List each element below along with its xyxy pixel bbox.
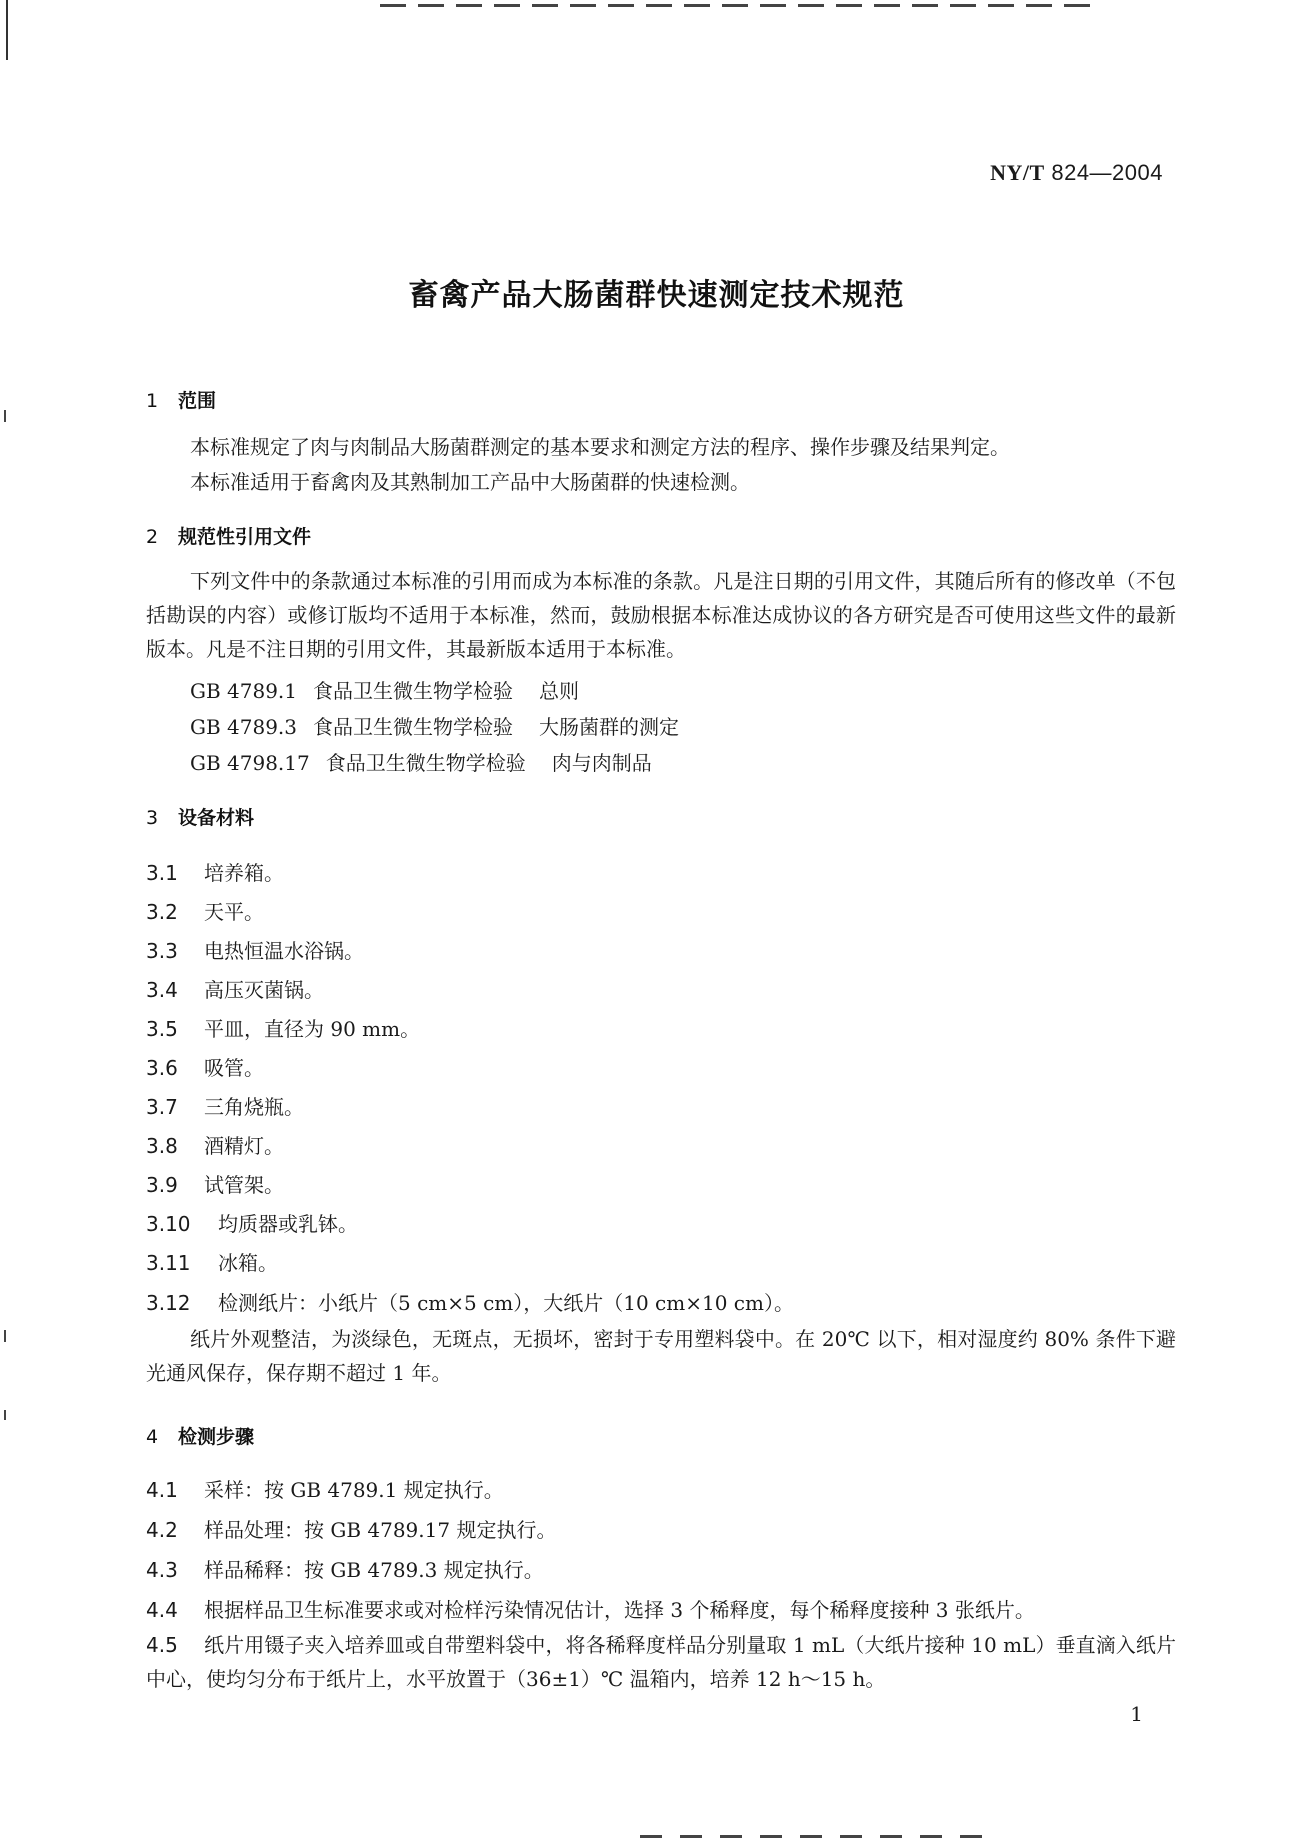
scan-mark: [4, 1330, 6, 1342]
reference-title: 食品卫生微生物学检验: [313, 715, 514, 739]
item-number: 3.5: [146, 1017, 178, 1041]
scan-dash: [950, 4, 976, 7]
scan-dash: [680, 1835, 702, 1838]
scan-dash: [418, 4, 444, 7]
scan-dash: [988, 4, 1014, 7]
item-text: 高压灭菌锅。: [204, 978, 324, 1002]
section-title: 规范性引用文件: [178, 526, 312, 548]
item-number: 3.11: [146, 1251, 191, 1275]
equipment-item: [146, 974, 324, 1003]
equipment-item: [146, 1169, 284, 1198]
scan-dash: [646, 4, 672, 7]
equipment-item: [146, 1208, 358, 1237]
scan-dash: [720, 1835, 742, 1838]
section-4-heading: [146, 1422, 254, 1449]
paper-storage-note: 纸片外观整洁，为淡绿色，无斑点，无损坏，密封于专用塑料袋中。在 20℃ 以下，相对湿度约 80% 条件下避光通风保存，保存期不超过 1 年。: [146, 1327, 1176, 1385]
section-number: 4: [146, 1426, 159, 1448]
item-number: 3.3: [146, 939, 178, 963]
item-number: 4.5: [146, 1633, 178, 1657]
scan-top-border: [0, 0, 1313, 14]
item-text: 培养箱。: [204, 861, 284, 885]
equipment-item: [146, 1052, 264, 1081]
scan-dash: [840, 1835, 862, 1838]
standard-number: [990, 160, 1163, 186]
item-text: 三角烧瓶。: [204, 1095, 304, 1119]
item-text: 均质器或乳钵。: [218, 1212, 358, 1236]
document-title: 畜禽产品大肠菌群快速测定技术规范: [408, 278, 905, 313]
section-number: 2: [146, 526, 159, 548]
section-3-heading: [146, 803, 254, 830]
reference-code: GB 4789.3: [190, 715, 298, 739]
equipment-item: [146, 935, 364, 964]
standard-code: 824—2004: [1051, 160, 1163, 185]
reference-code: GB 4789.1: [190, 679, 298, 703]
procedure-item: [146, 1474, 504, 1503]
reference-subtitle: 大肠菌群的测定: [539, 715, 680, 739]
scan-mark: [4, 1410, 6, 1420]
scan-dash: [380, 4, 406, 7]
scan-dash: [874, 4, 900, 7]
scan-dash: [456, 4, 482, 7]
scan-dash: [1026, 4, 1052, 7]
reference-item: [190, 675, 579, 704]
scan-dash: [912, 4, 938, 7]
equipment-item: [146, 1247, 278, 1276]
item-number: 3.12: [146, 1291, 191, 1315]
scan-dash: [608, 4, 634, 7]
equipment-item: [146, 1287, 794, 1316]
item-number: 3.8: [146, 1134, 178, 1158]
item-number: 3.7: [146, 1095, 178, 1119]
procedure-item: [146, 1594, 1035, 1623]
references-intro: 下列文件中的条款通过本标准的引用而成为本标准的条款。凡是注日期的引用文件，其随后所有的修改单（不包括勘误的内容）或修订版均不适用于本标准，然而，鼓励根据本标准达成协议的各方研究是否可使用这些文件的最新版本。凡是不注日期的引用文件，其最新版本适用于本标准。: [146, 569, 1176, 661]
section-title: 设备材料: [178, 807, 255, 829]
item-number: 4.4: [146, 1598, 178, 1622]
scan-mark: [4, 410, 6, 422]
reference-code: GB 4798.17: [190, 751, 310, 775]
reference-title: 食品卫生微生物学检验: [325, 751, 526, 775]
equipment-item: [146, 1013, 420, 1042]
section-number: 3: [146, 807, 159, 829]
item-text: 样品稀释：按 GB 4789.3 规定执行。: [204, 1558, 544, 1582]
scope-paragraph-1: 本标准规定了肉与肉制品大肠菌群测定的基本要求和测定方法的程序、操作步骤及结果判定。: [190, 435, 1010, 459]
procedure-item: [146, 1554, 544, 1583]
item-number: 4.2: [146, 1518, 178, 1542]
section-2-heading: [146, 522, 311, 549]
scan-dash: [960, 1835, 982, 1838]
reference-subtitle: 肉与肉制品: [551, 751, 652, 775]
scan-dash: [760, 4, 786, 7]
procedure-item: [146, 1514, 556, 1543]
reference-item: [190, 711, 679, 740]
item-text: 试管架。: [204, 1173, 284, 1197]
item-text: 冰箱。: [218, 1251, 278, 1275]
equipment-item: [146, 1130, 284, 1159]
scan-dash: [760, 1835, 782, 1838]
scan-bottom-border: [0, 1831, 1313, 1845]
equipment-item: [146, 1091, 304, 1120]
item-text: 检测纸片：小纸片（5 cm×5 cm），大纸片（10 cm×10 cm）。: [218, 1291, 794, 1315]
standard-prefix: NY/T: [990, 160, 1045, 185]
scan-dash: [532, 4, 558, 7]
section-title: 检测步骤: [178, 1426, 255, 1448]
scan-left-edge: [6, 0, 8, 60]
item-text: 天平。: [204, 900, 264, 924]
item-number: 3.9: [146, 1173, 178, 1197]
reference-title: 食品卫生微生物学检验: [313, 679, 514, 703]
item-text: 纸片用镊子夹入培养皿或自带塑料袋中，将各稀释度样品分别量取 1 mL（大纸片接种 10 mL）垂直滴入纸片中心，使均匀分布于纸片上，水平放置于（36±1）℃ 温箱内，培养 12 h～15 h。: [146, 1633, 1176, 1691]
item-text: 吸管。: [204, 1056, 264, 1080]
section-number: 1: [146, 390, 159, 412]
item-text: 样品处理：按 GB 4789.17 规定执行。: [204, 1518, 557, 1542]
item-number: 3.10: [146, 1212, 191, 1236]
section-title: 范围: [178, 390, 217, 412]
equipment-item: [146, 857, 284, 886]
scan-dash: [494, 4, 520, 7]
procedure-item: [146, 1628, 1176, 1696]
scan-dash: [684, 4, 710, 7]
page-number: 1: [1130, 1702, 1143, 1726]
item-text: 平皿，直径为 90 mm。: [204, 1017, 421, 1041]
section-1-heading: [146, 386, 216, 413]
item-number: 3.1: [146, 861, 178, 885]
item-text: 酒精灯。: [204, 1134, 284, 1158]
item-text: 电热恒温水浴锅。: [204, 939, 364, 963]
equipment-item: [146, 896, 264, 925]
item-number: 3.2: [146, 900, 178, 924]
scan-dash: [880, 1835, 902, 1838]
scan-dash: [1064, 4, 1090, 7]
scan-dash: [640, 1835, 662, 1838]
item-text: 根据样品卫生标准要求或对检样污染情况估计，选择 3 个稀释度，每个稀释度接种 3 张纸片。: [204, 1598, 1035, 1622]
scan-dash: [722, 4, 748, 7]
reference-subtitle: 总则: [539, 679, 580, 703]
item-number: 4.3: [146, 1558, 178, 1582]
scan-dash: [800, 1835, 822, 1838]
scan-dash: [570, 4, 596, 7]
item-number: 3.6: [146, 1056, 178, 1080]
item-number: 3.4: [146, 978, 178, 1002]
reference-item: [190, 747, 652, 776]
scan-dash: [798, 4, 824, 7]
scan-dash: [920, 1835, 942, 1838]
scope-paragraph-2: 本标准适用于畜禽肉及其熟制加工产品中大肠菌群的快速检测。: [190, 470, 750, 494]
item-number: 4.1: [146, 1478, 178, 1502]
scan-dash: [836, 4, 862, 7]
item-text: 采样：按 GB 4789.1 规定执行。: [204, 1478, 504, 1502]
